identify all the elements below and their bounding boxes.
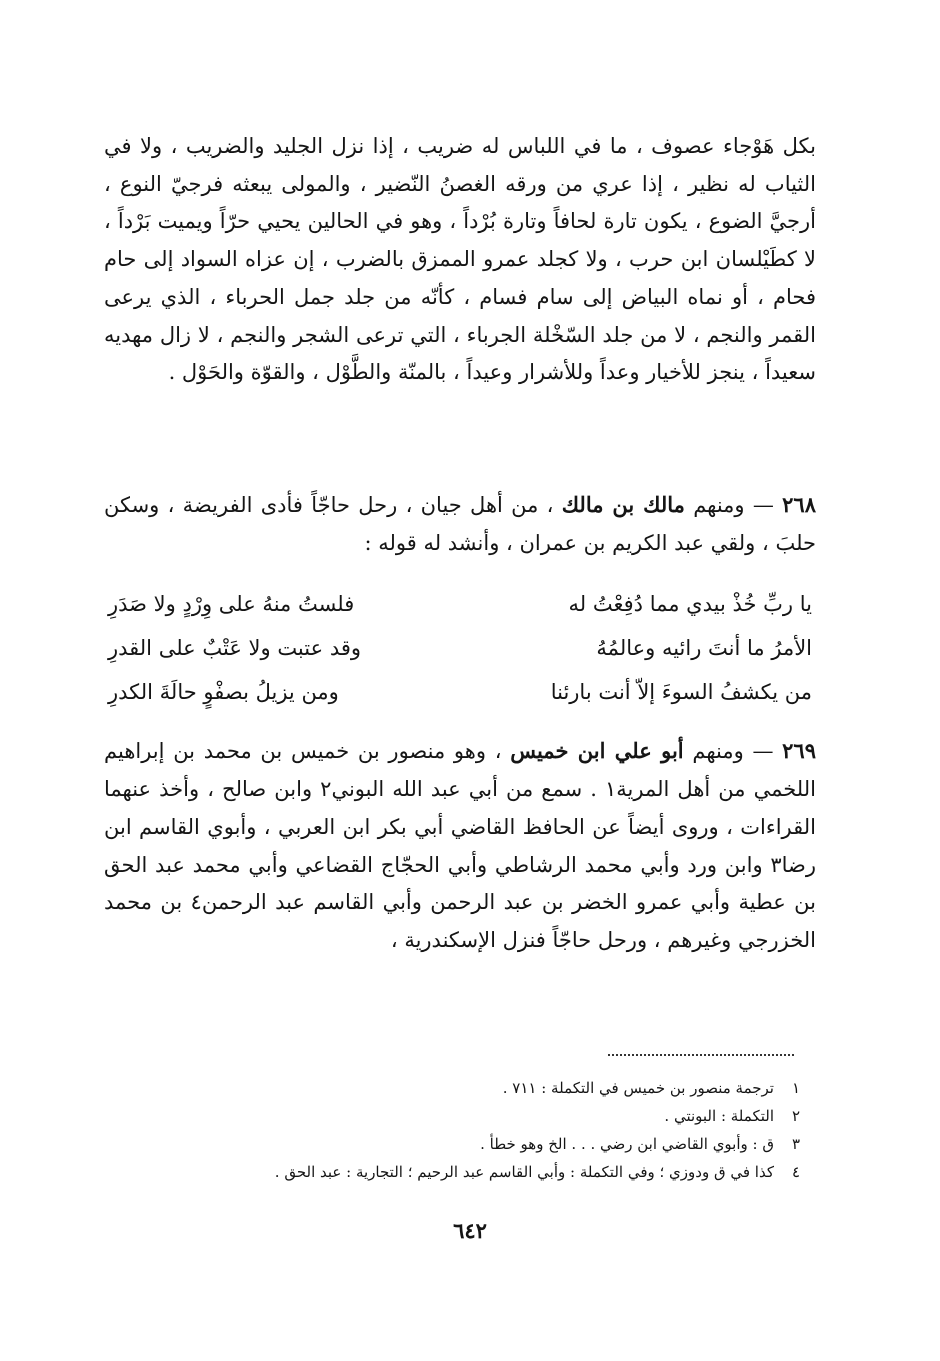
entry-text: ، وهو منصور بن خميس بن محمد بن إبراهيم اللخمي من أهل المرية١ . سمع من أبي عبد الله البوني٢ وابن صالح ، وأخذ عنهما القراءات ، وروى أيضاً عن الحافظ القاضي أبي بكر ابن العربي ، وأبوي القاسم ابن رضا٣ وابن ورد وأبي محمد الرشاطي وأبي الحجّاج القضاعي وأبي محمد عبد الحق بن عطية وأبي عمرو الخضر بن عبد الرحمن وأبي القاسم عبد الرحمن٤ بن محمد الخزرجي وغيرهم ، ورحل حاجّاً فنزل الإسكندرية ، xyxy=(104,739,816,952)
poem xyxy=(104,582,816,714)
footnote-text: ق : وأبوي القاضي ابن رضي . . . الخ وهو خطأ . xyxy=(480,1135,774,1153)
intro-paragraph xyxy=(104,128,816,478)
intro-line: وعداً وللأشرار وعيداً ، بالمنّة والطَّوْل ، والقوّة والحَوْل . xyxy=(168,360,640,385)
intro-line: النوع ، أرجيَّ الضوع ، يكون تارة لحافاً وتارة بُرْداً ، وهو في الحالين يحيي xyxy=(104,171,816,234)
footnote xyxy=(160,1130,800,1158)
intro-line: بكل هَوْجاء عصوف ، ما في اللباس له ضريب ، إذا نزل الجليد والضريب ، xyxy=(170,134,816,158)
verse-first-hemistich: الأمرُ ما أنتَ رائيه وعالمُهُ xyxy=(596,636,812,661)
entry-text: ، من أهل جيان ، رحل حاجّاً فأدى الفريضة ، وسكن حلبَ ، ولقي عبد الكريم بن عمران ، وأنشد له قوله : xyxy=(104,493,816,555)
footnote-number: ٤ xyxy=(791,1163,800,1181)
intro-line: حرّاً ويميت بَرْداً ، لا كطَيْلسان ابن حرب ، ولا كجلد عمرو الممزق xyxy=(104,209,816,272)
footnote-number: ٣ xyxy=(791,1135,800,1153)
poem-verse xyxy=(104,626,816,670)
intro-line: بالضرب ، إن عزاه السواد إلى حام فحام ، أو نماه البياض إلى سام فسام ، كأنّه xyxy=(104,247,817,309)
footnote xyxy=(160,1102,800,1130)
footnote-text: ترجمة منصور بن خميس في التكملة : ٧١١ . xyxy=(502,1079,774,1097)
intro-line: الجرباء ، التي ترعى الشجر والنجم ، لا زال مهديه سعيداً ، ينجز للأخيار xyxy=(104,322,816,385)
entry-268 xyxy=(104,486,816,562)
footnote-number: ١ xyxy=(791,1079,800,1097)
intro-line: من جلد جمل الحرباء ، الذي يرعى القمر والنجم ، لا من جلد السّخْلة xyxy=(104,284,816,347)
entry-name: أبو علي ابن خميس xyxy=(510,738,684,764)
page-number: ٦٤٢ xyxy=(453,1218,487,1243)
verse-first-hemistich: من يكشفُ السوءَ إلاّ أنت بارئنا xyxy=(550,680,812,705)
entry-dash: — ومنهم xyxy=(684,493,783,517)
footnote xyxy=(160,1158,800,1186)
verse-second-hemistich: ومن يزيلُ بصفْوٍ حالَةَ الكدرِ xyxy=(108,680,339,705)
footnote xyxy=(160,1074,800,1102)
footnote-number: ٢ xyxy=(791,1107,800,1125)
verse-first-hemistich: يا ربِّ خُذْ بيدي مما دُفِعْتُ له xyxy=(568,592,812,617)
poem-verse xyxy=(104,670,816,714)
footnote-text: التكملة : البونتي . xyxy=(664,1107,774,1125)
entry-number: ٢٦٨ xyxy=(782,492,816,517)
entry-269 xyxy=(104,732,816,959)
poem-verse xyxy=(104,582,816,626)
entry-dash: — ومنهم xyxy=(683,739,783,764)
footnotes xyxy=(160,1074,800,1186)
entry-name: مالك بن مالك xyxy=(561,492,685,517)
verse-second-hemistich: وقد عتبت ولا عَتْبٌ على القدرِ xyxy=(108,636,362,661)
footnote-separator xyxy=(608,1054,794,1056)
intro-line: ولا في الثياب له نظير ، إذا عري من ورقه الغصنُ النّضير ، والمولى يبعثه فرجيّ xyxy=(104,134,816,196)
entry-number: ٢٦٩ xyxy=(782,738,816,764)
verse-second-hemistich: فلستُ منهُ على وِرْدٍ ولا صَدَرِ xyxy=(108,592,355,617)
footnote-text: كذا في ق ودوزي ؛ وفي التكملة : وأبي القاسم عبد الرحيم ؛ التجارية : عبد الحق . xyxy=(274,1163,774,1181)
